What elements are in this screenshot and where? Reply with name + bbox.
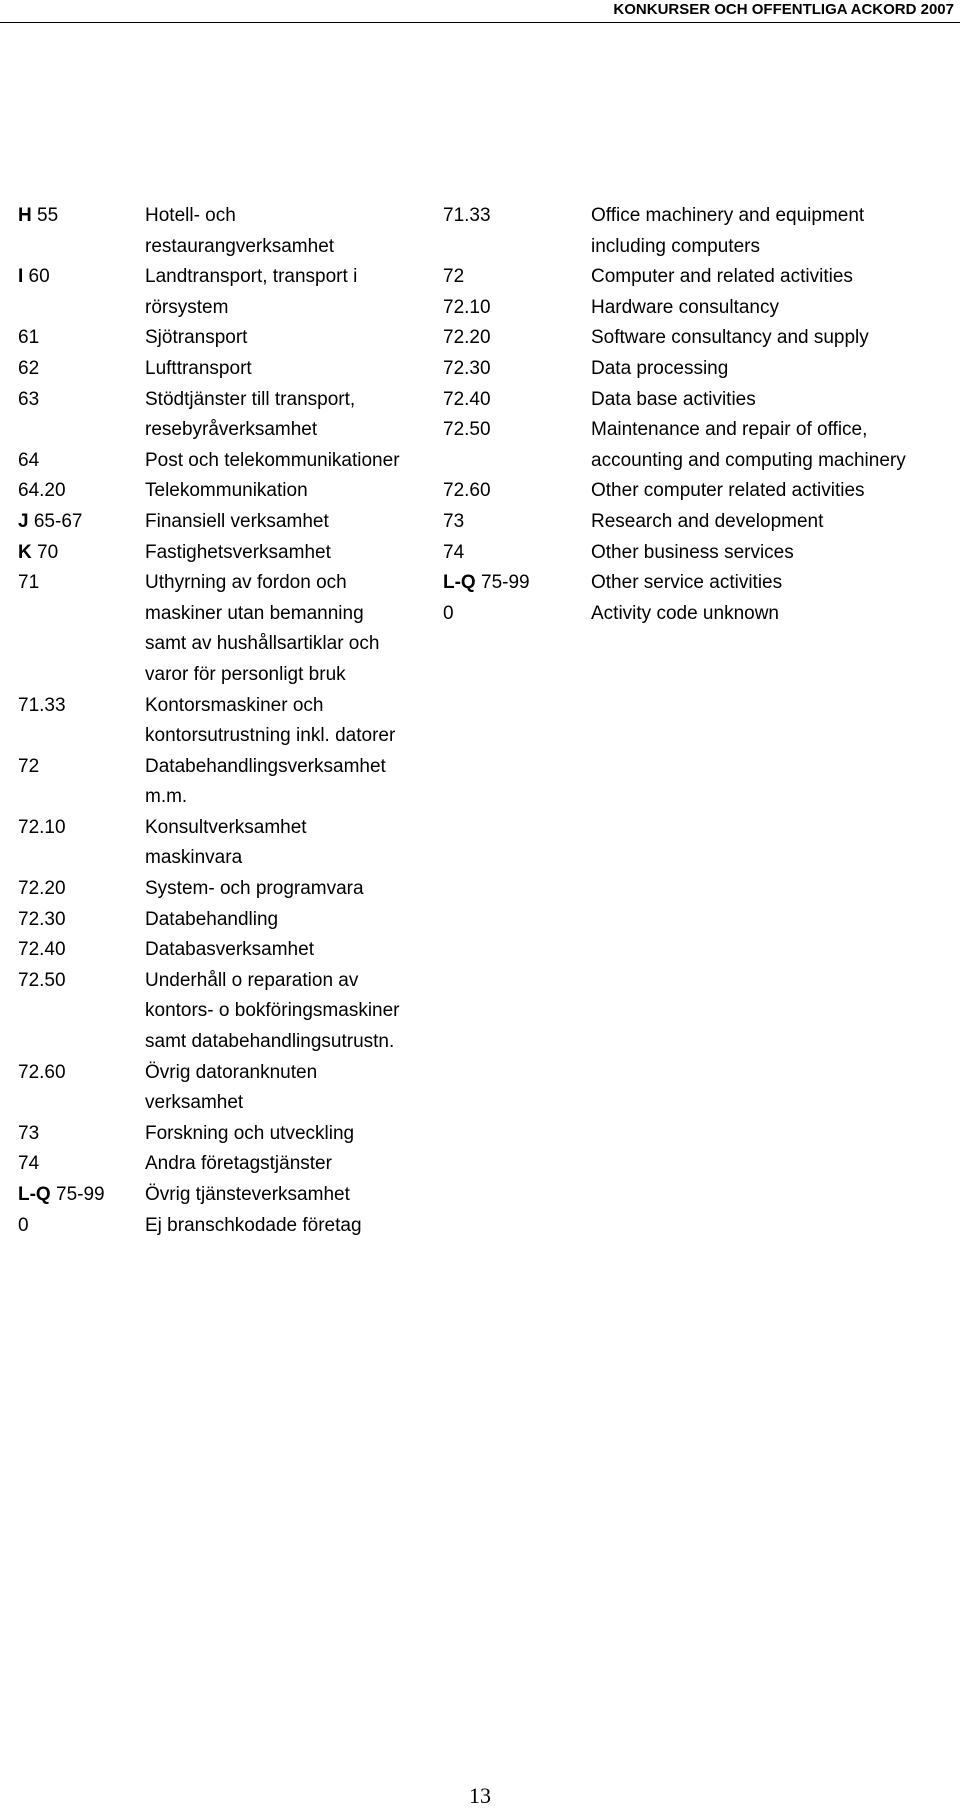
sv-label-line: Ej branschkodade företag bbox=[145, 1214, 362, 1236]
sv-row bbox=[18, 966, 438, 1058]
sv-label-line: resebyråverksamhet bbox=[145, 419, 318, 441]
en-label bbox=[591, 323, 958, 354]
sv-label bbox=[145, 752, 438, 813]
en-code bbox=[443, 538, 591, 569]
sv-label bbox=[145, 385, 438, 446]
sv-code bbox=[18, 476, 145, 507]
sv-label-line: Andra företagstjänster bbox=[145, 1153, 332, 1175]
sv-row bbox=[18, 813, 438, 874]
en-code bbox=[443, 323, 591, 354]
english-industry-code-list bbox=[443, 201, 958, 629]
sv-code-number: 55 bbox=[31, 205, 59, 226]
en-label-line: Research and development bbox=[591, 510, 824, 532]
sv-section-letter: L-Q bbox=[18, 1184, 51, 1205]
en-code-number: 71.33 bbox=[443, 205, 491, 226]
sv-label-line: Finansiell verksamhet bbox=[145, 510, 329, 532]
en-label bbox=[591, 538, 958, 569]
en-row bbox=[443, 599, 958, 630]
sv-row bbox=[18, 385, 438, 446]
en-code-number: 74 bbox=[443, 541, 465, 563]
sv-row bbox=[18, 752, 438, 813]
en-label-line: including computers bbox=[591, 235, 760, 257]
sv-label bbox=[145, 262, 438, 323]
sv-label bbox=[145, 538, 438, 569]
sv-code-number: 63 bbox=[18, 388, 40, 410]
sv-row bbox=[18, 201, 438, 262]
header-title: KONKURSER OCH OFFENTLIGA ACKORD 2007 bbox=[613, 1, 954, 18]
en-label-line: Other computer related activities bbox=[591, 480, 865, 502]
sv-code-number: 72.50 bbox=[18, 969, 66, 991]
sv-code bbox=[18, 446, 145, 477]
sv-row bbox=[18, 568, 438, 690]
en-code-number: 72.50 bbox=[443, 419, 491, 441]
swedish-industry-code-list bbox=[18, 201, 438, 1241]
en-label bbox=[591, 385, 958, 416]
en-code-number: 73 bbox=[443, 510, 465, 532]
sv-label bbox=[145, 1211, 438, 1242]
en-label bbox=[591, 507, 958, 538]
sv-label-line: samt av hushållsartiklar och bbox=[145, 633, 380, 655]
sv-row bbox=[18, 262, 438, 323]
sv-code bbox=[18, 1058, 145, 1089]
sv-code-number: 72.10 bbox=[18, 816, 66, 838]
en-row bbox=[443, 507, 958, 538]
sv-section-letter: K bbox=[18, 541, 32, 563]
sv-code-number: 61 bbox=[18, 327, 40, 349]
en-code bbox=[443, 262, 591, 293]
sv-code bbox=[18, 385, 145, 416]
en-row bbox=[443, 385, 958, 416]
sv-label-line: Lufttransport bbox=[145, 357, 252, 379]
sv-label-line: Databehandlingsverksamhet bbox=[145, 755, 386, 777]
sv-label bbox=[145, 507, 438, 538]
sv-code bbox=[18, 1149, 145, 1180]
sv-row bbox=[18, 354, 438, 385]
sv-row bbox=[18, 1149, 438, 1180]
en-label bbox=[591, 293, 958, 324]
sv-code bbox=[18, 905, 145, 936]
sv-label bbox=[145, 905, 438, 936]
sv-label-line: kontors- o bokföringsmaskiner bbox=[145, 1000, 400, 1022]
en-label-line: Software consultancy and supply bbox=[591, 327, 869, 349]
en-label bbox=[591, 354, 958, 385]
en-code bbox=[443, 476, 591, 507]
sv-code bbox=[18, 507, 145, 538]
en-code bbox=[443, 293, 591, 324]
en-code-number: 72 bbox=[443, 266, 465, 288]
sv-code bbox=[18, 813, 145, 844]
sv-label bbox=[145, 691, 438, 752]
sv-label bbox=[145, 1180, 438, 1211]
sv-label-line: restaurangverksamhet bbox=[145, 235, 335, 257]
sv-label-line: Uthyrning av fordon och bbox=[145, 572, 347, 594]
sv-code-number: 70 bbox=[31, 541, 59, 563]
sv-row bbox=[18, 1119, 438, 1150]
sv-label bbox=[145, 1058, 438, 1119]
sv-label bbox=[145, 476, 438, 507]
en-row bbox=[443, 201, 958, 262]
sv-label-line: Konsultverksamhet bbox=[145, 816, 307, 838]
sv-label bbox=[145, 446, 438, 477]
sv-code bbox=[18, 935, 145, 966]
sv-label-line: rörsystem bbox=[145, 296, 229, 318]
en-code bbox=[443, 354, 591, 385]
sv-code bbox=[18, 568, 145, 599]
sv-label-line: maskiner utan bemanning bbox=[145, 602, 364, 624]
en-label-line: Data processing bbox=[591, 357, 729, 379]
en-row bbox=[443, 354, 958, 385]
en-code bbox=[443, 385, 591, 416]
sv-label bbox=[145, 201, 438, 262]
sv-label-line: varor för personligt bruk bbox=[145, 663, 346, 685]
sv-label-line: verksamhet bbox=[145, 1092, 244, 1114]
sv-label bbox=[145, 966, 438, 1058]
sv-row bbox=[18, 905, 438, 936]
en-code bbox=[443, 415, 591, 446]
en-code-number: 72.10 bbox=[443, 296, 491, 318]
sv-label-line: Hotell- och bbox=[145, 205, 236, 226]
en-label bbox=[591, 262, 958, 293]
en-code bbox=[443, 507, 591, 538]
en-code-number: 72.60 bbox=[443, 480, 491, 502]
running-header bbox=[0, 0, 960, 23]
en-code bbox=[443, 201, 591, 232]
sv-code bbox=[18, 323, 145, 354]
sv-label bbox=[145, 1149, 438, 1180]
sv-code-number: 75-99 bbox=[50, 1184, 105, 1205]
sv-row bbox=[18, 538, 438, 569]
sv-code bbox=[18, 1180, 145, 1211]
en-row bbox=[443, 293, 958, 324]
sv-code-number: 71.33 bbox=[18, 694, 66, 716]
en-row bbox=[443, 568, 958, 599]
en-label bbox=[591, 599, 958, 630]
en-label-line: accounting and computing machinery bbox=[591, 449, 906, 471]
sv-code bbox=[18, 966, 145, 997]
sv-code-number: 62 bbox=[18, 357, 40, 379]
en-label-line: Computer and related activities bbox=[591, 266, 853, 288]
en-code bbox=[443, 599, 591, 630]
en-label-line: Maintenance and repair of office, bbox=[591, 419, 868, 441]
sv-code bbox=[18, 201, 145, 232]
sv-row bbox=[18, 323, 438, 354]
en-code-number: 75-99 bbox=[475, 572, 530, 594]
sv-code bbox=[18, 262, 145, 293]
en-section-letter: L-Q bbox=[443, 572, 476, 594]
sv-code bbox=[18, 354, 145, 385]
sv-label-line: Telekommunikation bbox=[145, 480, 308, 502]
sv-section-letter: J bbox=[18, 510, 29, 532]
sv-row bbox=[18, 691, 438, 752]
en-label bbox=[591, 201, 958, 262]
sv-label bbox=[145, 874, 438, 905]
sv-code-number: 74 bbox=[18, 1153, 40, 1175]
en-label bbox=[591, 415, 958, 476]
en-label-line: Activity code unknown bbox=[591, 602, 779, 624]
sv-label-line: System- och programvara bbox=[145, 878, 364, 900]
sv-label-line: Kontorsmaskiner och bbox=[145, 694, 324, 716]
en-code-number: 72.30 bbox=[443, 357, 491, 379]
sv-row bbox=[18, 446, 438, 477]
sv-code bbox=[18, 691, 145, 722]
sv-label bbox=[145, 813, 438, 874]
en-code bbox=[443, 568, 591, 599]
sv-label-line: Post och telekommunikationer bbox=[145, 449, 400, 471]
sv-row bbox=[18, 1180, 438, 1211]
sv-label-line: Underhåll o reparation av bbox=[145, 969, 359, 991]
page-number: 13 bbox=[469, 1783, 491, 1808]
sv-label-line: Databasverksamhet bbox=[145, 939, 314, 961]
sv-code-number: 72 bbox=[18, 755, 40, 777]
en-label-line: Other business services bbox=[591, 541, 794, 563]
sv-label-line: Landtransport, transport i bbox=[145, 266, 358, 288]
sv-label-line: Övrig tjänsteverksamhet bbox=[145, 1184, 350, 1205]
sv-code-number: 71 bbox=[18, 572, 40, 594]
sv-code-number: 60 bbox=[23, 266, 50, 288]
sv-label-line: Stödtjänster till transport, bbox=[145, 388, 356, 410]
sv-row bbox=[18, 935, 438, 966]
en-code-number: 0 bbox=[443, 602, 454, 624]
en-row bbox=[443, 415, 958, 476]
sv-code bbox=[18, 538, 145, 569]
sv-label-line: Forskning och utveckling bbox=[145, 1122, 355, 1144]
en-code-number: 72.20 bbox=[443, 327, 491, 349]
sv-code-number: 72.60 bbox=[18, 1061, 66, 1083]
sv-code-number: 64.20 bbox=[18, 480, 66, 502]
sv-section-letter: H bbox=[18, 205, 32, 226]
sv-label bbox=[145, 568, 438, 690]
sv-label-line: maskinvara bbox=[145, 847, 243, 869]
sv-row bbox=[18, 874, 438, 905]
sv-code bbox=[18, 1211, 145, 1242]
sv-label-line: Övrig datoranknuten bbox=[145, 1061, 318, 1083]
sv-label-line: samt databehandlingsutrustn. bbox=[145, 1031, 395, 1053]
sv-row bbox=[18, 507, 438, 538]
en-code-number: 72.40 bbox=[443, 388, 491, 410]
sv-label-line: kontorsutrustning inkl. datorer bbox=[145, 725, 396, 747]
sv-code-number: 0 bbox=[18, 1214, 29, 1236]
sv-code-number: 72.40 bbox=[18, 939, 66, 961]
sv-code bbox=[18, 1119, 145, 1150]
sv-label bbox=[145, 935, 438, 966]
sv-label bbox=[145, 1119, 438, 1150]
sv-code-number: 72.20 bbox=[18, 878, 66, 900]
sv-label bbox=[145, 323, 438, 354]
sv-code bbox=[18, 874, 145, 905]
en-label-line: Office machinery and equipment bbox=[591, 205, 865, 226]
en-label-line: Hardware consultancy bbox=[591, 296, 779, 318]
sv-label bbox=[145, 354, 438, 385]
sv-code-number: 73 bbox=[18, 1122, 40, 1144]
en-row bbox=[443, 538, 958, 569]
en-row bbox=[443, 323, 958, 354]
sv-code bbox=[18, 752, 145, 783]
sv-label-line: Fastighetsverksamhet bbox=[145, 541, 331, 563]
en-label bbox=[591, 568, 958, 599]
sv-section-letter: I bbox=[18, 266, 24, 288]
sv-code-number: 65-67 bbox=[28, 510, 83, 532]
en-label-line: Other service activities bbox=[591, 572, 783, 594]
sv-code-number: 64 bbox=[18, 449, 40, 471]
en-label bbox=[591, 476, 958, 507]
sv-row bbox=[18, 476, 438, 507]
sv-label-line: Sjötransport bbox=[145, 327, 248, 349]
en-row bbox=[443, 476, 958, 507]
en-label-line: Data base activities bbox=[591, 388, 756, 410]
sv-label-line: Databehandling bbox=[145, 908, 279, 930]
sv-label-line: m.m. bbox=[145, 786, 188, 808]
sv-row bbox=[18, 1058, 438, 1119]
sv-row bbox=[18, 1211, 438, 1242]
sv-code-number: 72.30 bbox=[18, 908, 66, 930]
en-row bbox=[443, 262, 958, 293]
